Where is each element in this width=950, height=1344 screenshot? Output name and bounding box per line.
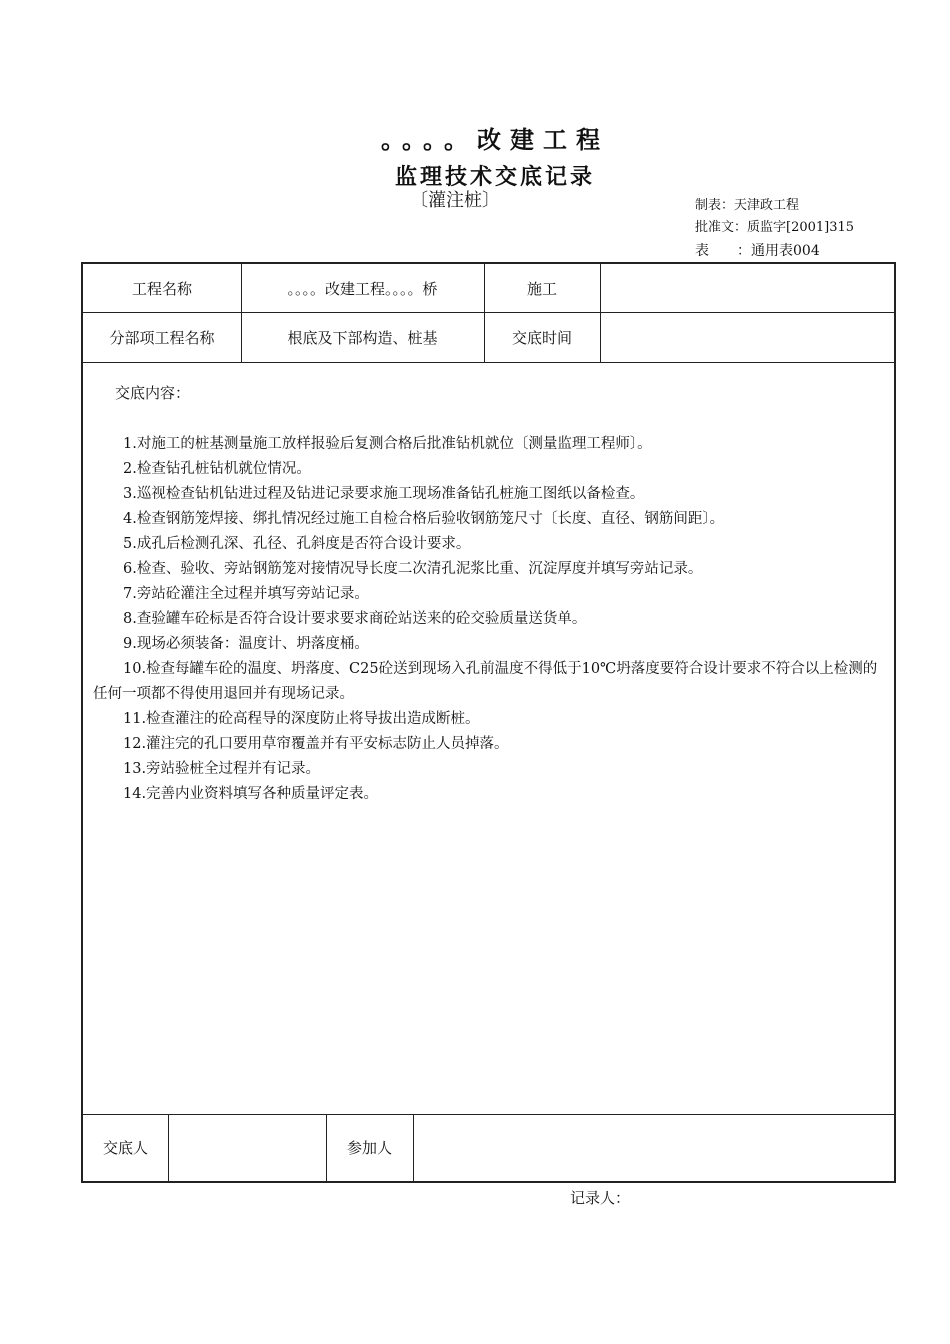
construction-value[interactable]: [600, 264, 894, 312]
content-label: 交底内容：: [115, 384, 191, 402]
content-item: 1.对施工的桩基测量施工放样报验后复测合格后批准钻机就位〔测量监理工程师〕。: [123, 436, 652, 452]
participants-label: 参加人: [346, 1139, 392, 1157]
document-subtitle: 监理技术交底记录: [394, 165, 595, 190]
content-item: 9.现场必须装备：温度计、坍落度桶。: [123, 636, 369, 652]
content-item: 10.检查每罐车砼的温度、坍落度、C25砼送到现场入孔前温度不得低于10℃坍落度要符合设计要求不符合以上检测的任何一项都不得使用退回并有现场记录。: [93, 661, 878, 702]
project-name-label: 工程名称: [131, 279, 192, 298]
content-item: 5.成孔后检测孔深、孔径、孔斜度是否符合设计要求。: [123, 536, 471, 552]
content-item: 7.旁站砼灌注全过程并填写旁站记录。: [123, 586, 369, 602]
form-number: 表 ：通用表004: [695, 243, 820, 259]
project-name-value[interactable]: 。。。。改建工程。。。。桥: [287, 279, 438, 298]
recorder-label: 记录人：: [570, 1189, 631, 1207]
row-divider: [83, 362, 894, 363]
handover-content: [83, 364, 894, 1114]
record-table: [81, 262, 896, 1183]
approval-number: 批准文：质监字[2001]315: [695, 220, 855, 235]
content-item: 2.检查钻孔桩钻机就位情况。: [123, 461, 311, 477]
content-item: 6.检查、验收、旁站钢筋笼对接情况导长度二次清孔泥浆比重、沉淀厚度并填写旁站记录。: [123, 561, 703, 577]
content-item: 13.旁站验桩全过程并有记录。: [123, 761, 321, 777]
participants-value[interactable]: [413, 1114, 894, 1181]
subproject-label: 分部项工程名称: [109, 328, 215, 347]
handover-person-value[interactable]: [168, 1114, 326, 1181]
document-title: 。。。。改建工程: [381, 126, 609, 154]
content-item: 12.灌注完的孔口要用草帘覆盖并有平安标志防止人员掉落。: [123, 736, 509, 752]
document-type: 〔灌注桩〕: [410, 190, 500, 211]
content-item: 3.巡视检查钻机钻进过程及钻进记录要求施工现场准备钻孔桩施工图纸以备检查。: [123, 486, 645, 502]
content-item: 14.完善内业资料填写各种质量评定表。: [123, 786, 379, 802]
subproject-value[interactable]: 根底及下部构造、桩基: [287, 328, 438, 347]
handover-person-label: 交底人: [102, 1139, 148, 1157]
construction-label: 施工: [526, 279, 557, 298]
form-maker: 制表：天津政工程: [695, 198, 800, 213]
content-items: [93, 432, 886, 807]
content-item: 11.检查灌注的砼高程导的深度防止将导拔出造成断桩。: [123, 711, 480, 727]
handover-time-value[interactable]: [600, 312, 894, 362]
content-item: 4.检查钢筋笼焊接、绑扎情况经过施工自检合格后验收钢筋笼尺寸〔长度、直径、钢筋间距〕。: [123, 511, 725, 527]
content-item: 8.查验罐车砼标是否符合设计要求要求商砼站送来的砼交验质量送货单。: [123, 611, 587, 627]
handover-time-label: 交底时间: [511, 328, 572, 347]
